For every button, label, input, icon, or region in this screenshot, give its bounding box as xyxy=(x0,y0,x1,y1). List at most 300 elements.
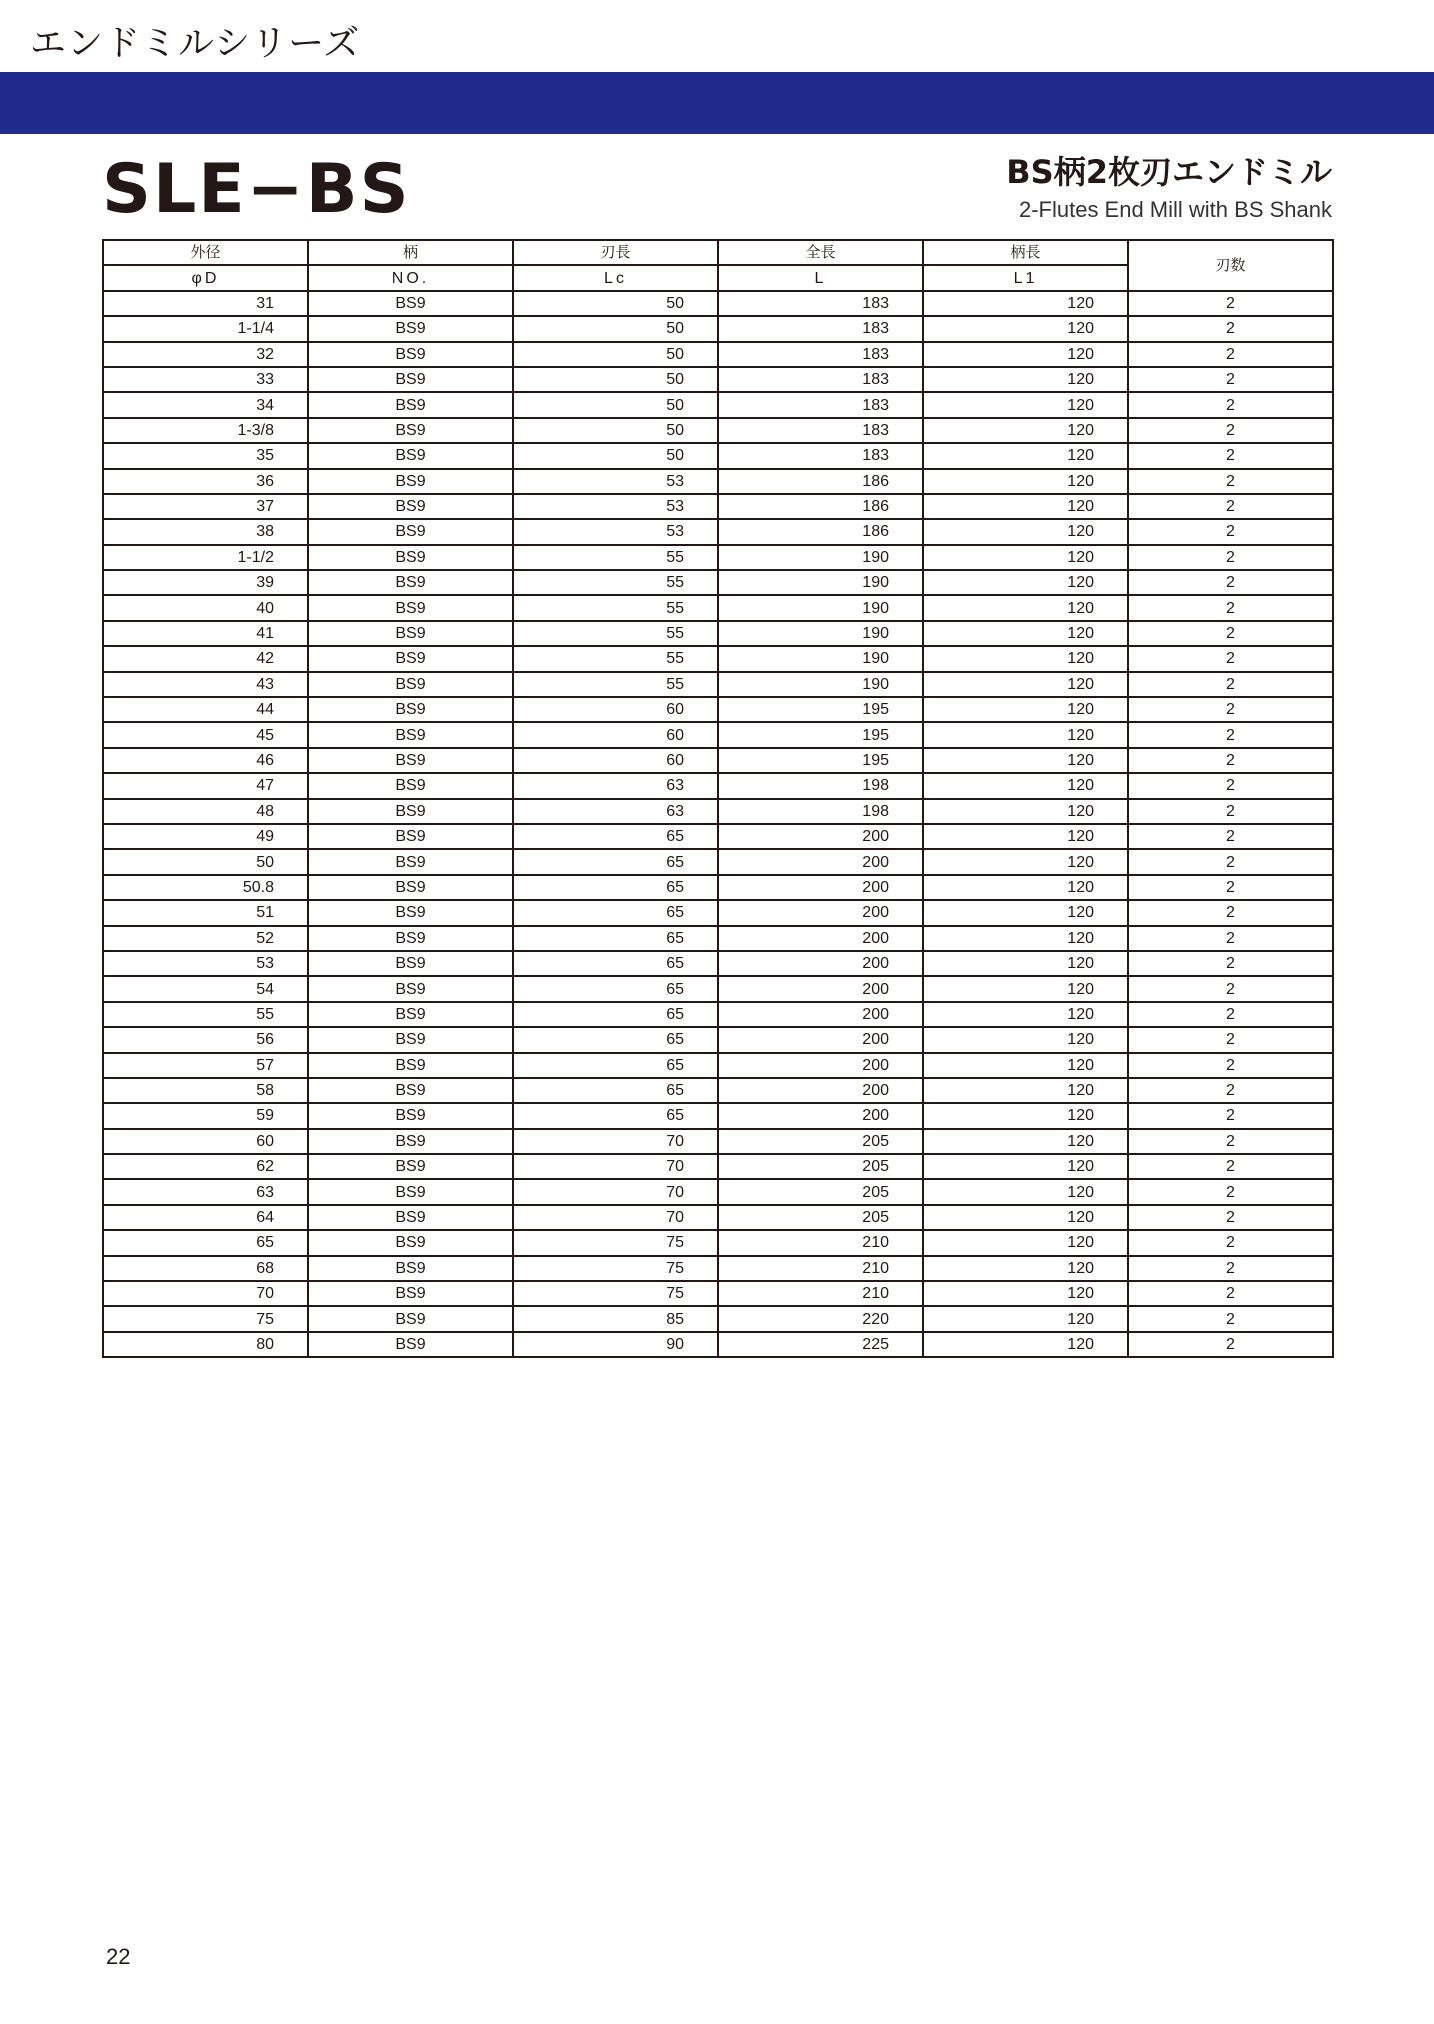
table-row xyxy=(103,1154,1333,1179)
cell-diameter: 62 xyxy=(103,1154,308,1179)
cell-flutes: 2 xyxy=(1128,1002,1333,1027)
header-shank: 柄 xyxy=(308,240,513,265)
table-row xyxy=(103,672,1333,697)
model-code: SLE−BS xyxy=(102,150,411,229)
cell-overall-length: 200 xyxy=(718,1002,923,1027)
cell-shank-length: 120 xyxy=(923,1230,1128,1255)
cell-diameter: 45 xyxy=(103,722,308,747)
table-row xyxy=(103,519,1333,544)
cell-diameter: 37 xyxy=(103,494,308,519)
cell-flute-length: 50 xyxy=(513,443,718,468)
cell-shank-length: 120 xyxy=(923,926,1128,951)
cell-shank-length: 120 xyxy=(923,849,1128,874)
table-row xyxy=(103,1230,1333,1255)
cell-shank-no: BS9 xyxy=(308,418,513,443)
cell-overall-length: 200 xyxy=(718,1103,923,1128)
header-shank-length: 柄長 xyxy=(923,240,1128,265)
header-flutes: 刃数 xyxy=(1128,240,1333,291)
cell-flute-length: 50 xyxy=(513,316,718,341)
cell-flutes: 2 xyxy=(1128,1053,1333,1078)
cell-shank-no: BS9 xyxy=(308,621,513,646)
cell-shank-no: BS9 xyxy=(308,443,513,468)
cell-flutes: 2 xyxy=(1128,1027,1333,1052)
cell-overall-length: 200 xyxy=(718,1053,923,1078)
cell-flute-length: 65 xyxy=(513,1027,718,1052)
cell-shank-no: BS9 xyxy=(308,1205,513,1230)
cell-flute-length: 50 xyxy=(513,342,718,367)
cell-flute-length: 65 xyxy=(513,849,718,874)
cell-flutes: 2 xyxy=(1128,1230,1333,1255)
cell-overall-length: 190 xyxy=(718,570,923,595)
cell-flute-length: 65 xyxy=(513,926,718,951)
cell-shank-no: BS9 xyxy=(308,392,513,417)
cell-flute-length: 50 xyxy=(513,392,718,417)
cell-diameter: 65 xyxy=(103,1230,308,1255)
cell-shank-no: BS9 xyxy=(308,672,513,697)
cell-diameter: 47 xyxy=(103,773,308,798)
cell-overall-length: 195 xyxy=(718,722,923,747)
table-row xyxy=(103,1306,1333,1331)
cell-diameter: 80 xyxy=(103,1332,308,1357)
cell-shank-length: 120 xyxy=(923,519,1128,544)
cell-shank-length: 120 xyxy=(923,1332,1128,1357)
cell-flutes: 2 xyxy=(1128,926,1333,951)
table-row xyxy=(103,1179,1333,1204)
cell-diameter: 32 xyxy=(103,342,308,367)
cell-flutes: 2 xyxy=(1128,595,1333,620)
table-row xyxy=(103,570,1333,595)
table-row xyxy=(103,976,1333,1001)
product-title-en: 2-Flutes End Mill with BS Shank xyxy=(1018,197,1332,222)
header-flute-length: 刃長 xyxy=(513,240,718,265)
cell-overall-length: 186 xyxy=(718,494,923,519)
cell-shank-no: BS9 xyxy=(308,799,513,824)
table-row xyxy=(103,1256,1333,1281)
cell-diameter: 57 xyxy=(103,1053,308,1078)
cell-overall-length: 205 xyxy=(718,1205,923,1230)
cell-flute-length: 63 xyxy=(513,773,718,798)
cell-flute-length: 55 xyxy=(513,545,718,570)
table-row xyxy=(103,824,1333,849)
cell-overall-length: 200 xyxy=(718,849,923,874)
cell-shank-length: 120 xyxy=(923,1306,1128,1331)
cell-shank-length: 120 xyxy=(923,367,1128,392)
cell-flutes: 2 xyxy=(1128,1256,1333,1281)
cell-flutes: 2 xyxy=(1128,799,1333,824)
cell-shank-no: BS9 xyxy=(308,469,513,494)
cell-flutes: 2 xyxy=(1128,646,1333,671)
cell-diameter: 33 xyxy=(103,367,308,392)
cell-overall-length: 205 xyxy=(718,1129,923,1154)
table-row xyxy=(103,900,1333,925)
cell-flute-length: 65 xyxy=(513,824,718,849)
cell-diameter: 75 xyxy=(103,1306,308,1331)
cell-shank-no: BS9 xyxy=(308,1002,513,1027)
header-symbol-d: φD xyxy=(103,265,308,290)
cell-shank-length: 120 xyxy=(923,773,1128,798)
cell-shank-no: BS9 xyxy=(308,824,513,849)
cell-flute-length: 70 xyxy=(513,1205,718,1230)
table-row xyxy=(103,748,1333,773)
cell-shank-no: BS9 xyxy=(308,545,513,570)
cell-shank-no: BS9 xyxy=(308,773,513,798)
cell-overall-length: 186 xyxy=(718,519,923,544)
cell-flutes: 2 xyxy=(1128,1078,1333,1103)
table-row xyxy=(103,316,1333,341)
table-row xyxy=(103,926,1333,951)
header-symbol-l1: L1 xyxy=(923,265,1128,290)
table-row xyxy=(103,621,1333,646)
cell-flute-length: 65 xyxy=(513,951,718,976)
cell-flute-length: 70 xyxy=(513,1179,718,1204)
cell-diameter: 50.8 xyxy=(103,875,308,900)
cell-shank-length: 120 xyxy=(923,621,1128,646)
cell-diameter: 36 xyxy=(103,469,308,494)
table-row xyxy=(103,494,1333,519)
cell-overall-length: 183 xyxy=(718,367,923,392)
cell-diameter: 49 xyxy=(103,824,308,849)
cell-flute-length: 55 xyxy=(513,570,718,595)
cell-diameter: 51 xyxy=(103,900,308,925)
cell-flute-length: 65 xyxy=(513,900,718,925)
cell-diameter: 64 xyxy=(103,1205,308,1230)
cell-flutes: 2 xyxy=(1128,443,1333,468)
table-row xyxy=(103,1078,1333,1103)
cell-diameter: 46 xyxy=(103,748,308,773)
cell-shank-length: 120 xyxy=(923,1027,1128,1052)
cell-flute-length: 75 xyxy=(513,1281,718,1306)
cell-overall-length: 190 xyxy=(718,672,923,697)
cell-flutes: 2 xyxy=(1128,976,1333,1001)
cell-flute-length: 53 xyxy=(513,519,718,544)
cell-overall-length: 210 xyxy=(718,1281,923,1306)
cell-shank-no: BS9 xyxy=(308,570,513,595)
cell-flute-length: 50 xyxy=(513,291,718,316)
cell-shank-length: 120 xyxy=(923,1179,1128,1204)
cell-overall-length: 190 xyxy=(718,595,923,620)
cell-shank-no: BS9 xyxy=(308,1053,513,1078)
series-title: エンドミルシリーズ xyxy=(30,23,361,64)
cell-shank-no: BS9 xyxy=(308,367,513,392)
cell-overall-length: 183 xyxy=(718,342,923,367)
cell-overall-length: 195 xyxy=(718,748,923,773)
cell-flute-length: 60 xyxy=(513,722,718,747)
cell-overall-length: 200 xyxy=(718,875,923,900)
cell-shank-no: BS9 xyxy=(308,1306,513,1331)
cell-shank-no: BS9 xyxy=(308,1230,513,1255)
cell-diameter: 56 xyxy=(103,1027,308,1052)
table-row xyxy=(103,1205,1333,1230)
cell-shank-no: BS9 xyxy=(308,900,513,925)
cell-shank-length: 120 xyxy=(923,748,1128,773)
cell-overall-length: 200 xyxy=(718,824,923,849)
cell-overall-length: 225 xyxy=(718,1332,923,1357)
cell-diameter: 1-1/4 xyxy=(103,316,308,341)
cell-shank-length: 120 xyxy=(923,1002,1128,1027)
cell-diameter: 42 xyxy=(103,646,308,671)
cell-flutes: 2 xyxy=(1128,545,1333,570)
table-row xyxy=(103,443,1333,468)
cell-flutes: 2 xyxy=(1128,291,1333,316)
cell-flute-length: 53 xyxy=(513,494,718,519)
cell-overall-length: 210 xyxy=(718,1230,923,1255)
cell-diameter: 43 xyxy=(103,672,308,697)
cell-flute-length: 55 xyxy=(513,672,718,697)
cell-shank-length: 120 xyxy=(923,1256,1128,1281)
cell-flutes: 2 xyxy=(1128,1179,1333,1204)
page-number: 22 xyxy=(106,1944,131,1969)
cell-shank-no: BS9 xyxy=(308,291,513,316)
cell-flutes: 2 xyxy=(1128,1154,1333,1179)
cell-shank-length: 120 xyxy=(923,900,1128,925)
table-row xyxy=(103,367,1333,392)
cell-flutes: 2 xyxy=(1128,1306,1333,1331)
table-row xyxy=(103,1332,1333,1357)
cell-flute-length: 55 xyxy=(513,621,718,646)
cell-diameter: 50 xyxy=(103,849,308,874)
cell-shank-length: 120 xyxy=(923,976,1128,1001)
cell-overall-length: 186 xyxy=(718,469,923,494)
cell-diameter: 55 xyxy=(103,1002,308,1027)
cell-overall-length: 183 xyxy=(718,418,923,443)
cell-flutes: 2 xyxy=(1128,849,1333,874)
cell-flute-length: 65 xyxy=(513,875,718,900)
cell-overall-length: 183 xyxy=(718,392,923,417)
cell-shank-no: BS9 xyxy=(308,494,513,519)
cell-shank-length: 120 xyxy=(923,443,1128,468)
cell-shank-length: 120 xyxy=(923,342,1128,367)
cell-overall-length: 210 xyxy=(718,1256,923,1281)
cell-overall-length: 198 xyxy=(718,773,923,798)
table-row xyxy=(103,646,1333,671)
table-row xyxy=(103,418,1333,443)
cell-shank-length: 120 xyxy=(923,316,1128,341)
cell-shank-length: 120 xyxy=(923,951,1128,976)
table-row xyxy=(103,1281,1333,1306)
table-row xyxy=(103,1103,1333,1128)
table-row xyxy=(103,722,1333,747)
table-row xyxy=(103,1053,1333,1078)
cell-flute-length: 65 xyxy=(513,1053,718,1078)
cell-flutes: 2 xyxy=(1128,621,1333,646)
cell-shank-length: 120 xyxy=(923,291,1128,316)
cell-flutes: 2 xyxy=(1128,316,1333,341)
cell-diameter: 70 xyxy=(103,1281,308,1306)
cell-flute-length: 65 xyxy=(513,1103,718,1128)
cell-overall-length: 183 xyxy=(718,443,923,468)
table-row xyxy=(103,291,1333,316)
cell-flute-length: 50 xyxy=(513,367,718,392)
cell-flute-length: 50 xyxy=(513,418,718,443)
cell-shank-length: 120 xyxy=(923,646,1128,671)
table-row xyxy=(103,849,1333,874)
cell-shank-length: 120 xyxy=(923,392,1128,417)
table-row xyxy=(103,697,1333,722)
cell-diameter: 60 xyxy=(103,1129,308,1154)
cell-flutes: 2 xyxy=(1128,1332,1333,1357)
cell-overall-length: 190 xyxy=(718,646,923,671)
cell-diameter: 1-3/8 xyxy=(103,418,308,443)
cell-overall-length: 200 xyxy=(718,1027,923,1052)
cell-flute-length: 90 xyxy=(513,1332,718,1357)
cell-diameter: 35 xyxy=(103,443,308,468)
cell-flute-length: 65 xyxy=(513,1078,718,1103)
cell-shank-length: 120 xyxy=(923,570,1128,595)
cell-shank-length: 120 xyxy=(923,697,1128,722)
cell-shank-length: 120 xyxy=(923,672,1128,697)
cell-shank-no: BS9 xyxy=(308,849,513,874)
cell-flute-length: 65 xyxy=(513,1002,718,1027)
cell-flute-length: 53 xyxy=(513,469,718,494)
cell-shank-no: BS9 xyxy=(308,722,513,747)
cell-flutes: 2 xyxy=(1128,672,1333,697)
table-row xyxy=(103,875,1333,900)
cell-flutes: 2 xyxy=(1128,570,1333,595)
cell-flute-length: 75 xyxy=(513,1256,718,1281)
table-row xyxy=(103,469,1333,494)
cell-overall-length: 195 xyxy=(718,697,923,722)
cell-flute-length: 85 xyxy=(513,1306,718,1331)
header-outer-diameter: 外径 xyxy=(103,240,308,265)
cell-flutes: 2 xyxy=(1128,951,1333,976)
cell-flutes: 2 xyxy=(1128,722,1333,747)
cell-flutes: 2 xyxy=(1128,773,1333,798)
cell-shank-length: 120 xyxy=(923,1205,1128,1230)
cell-flutes: 2 xyxy=(1128,1129,1333,1154)
cell-shank-no: BS9 xyxy=(308,1027,513,1052)
cell-flutes: 2 xyxy=(1128,392,1333,417)
cell-flute-length: 55 xyxy=(513,595,718,620)
cell-flutes: 2 xyxy=(1128,875,1333,900)
cell-diameter: 68 xyxy=(103,1256,308,1281)
cell-diameter: 1-1/2 xyxy=(103,545,308,570)
cell-diameter: 31 xyxy=(103,291,308,316)
cell-shank-length: 120 xyxy=(923,1053,1128,1078)
cell-shank-no: BS9 xyxy=(308,976,513,1001)
cell-flutes: 2 xyxy=(1128,519,1333,544)
cell-shank-length: 120 xyxy=(923,1078,1128,1103)
cell-flutes: 2 xyxy=(1128,697,1333,722)
cell-flutes: 2 xyxy=(1128,1281,1333,1306)
cell-shank-no: BS9 xyxy=(308,875,513,900)
cell-shank-length: 120 xyxy=(923,595,1128,620)
cell-overall-length: 200 xyxy=(718,951,923,976)
table-row xyxy=(103,1027,1333,1052)
table-row xyxy=(103,1002,1333,1027)
cell-overall-length: 205 xyxy=(718,1179,923,1204)
cell-shank-length: 120 xyxy=(923,722,1128,747)
header-symbol-lc: Lc xyxy=(513,265,718,290)
cell-shank-no: BS9 xyxy=(308,595,513,620)
cell-overall-length: 200 xyxy=(718,1078,923,1103)
cell-overall-length: 183 xyxy=(718,316,923,341)
header-band xyxy=(0,72,1434,134)
cell-flutes: 2 xyxy=(1128,367,1333,392)
cell-overall-length: 190 xyxy=(718,545,923,570)
table-row xyxy=(103,951,1333,976)
header-symbol-no: NO. xyxy=(308,265,513,290)
cell-shank-no: BS9 xyxy=(308,1256,513,1281)
cell-shank-no: BS9 xyxy=(308,1179,513,1204)
cell-shank-no: BS9 xyxy=(308,1281,513,1306)
cell-diameter: 53 xyxy=(103,951,308,976)
table-row xyxy=(103,595,1333,620)
cell-shank-length: 120 xyxy=(923,494,1128,519)
cell-shank-no: BS9 xyxy=(308,926,513,951)
header-row-labels xyxy=(103,240,1333,265)
cell-flutes: 2 xyxy=(1128,748,1333,773)
cell-shank-no: BS9 xyxy=(308,646,513,671)
spec-table-body xyxy=(103,291,1333,1357)
cell-shank-no: BS9 xyxy=(308,316,513,341)
cell-overall-length: 200 xyxy=(718,976,923,1001)
cell-flutes: 2 xyxy=(1128,469,1333,494)
cell-diameter: 58 xyxy=(103,1078,308,1103)
cell-flutes: 2 xyxy=(1128,418,1333,443)
cell-overall-length: 200 xyxy=(718,900,923,925)
cell-flutes: 2 xyxy=(1128,900,1333,925)
cell-diameter: 52 xyxy=(103,926,308,951)
cell-diameter: 34 xyxy=(103,392,308,417)
cell-flutes: 2 xyxy=(1128,494,1333,519)
cell-diameter: 54 xyxy=(103,976,308,1001)
cell-diameter: 40 xyxy=(103,595,308,620)
cell-shank-length: 120 xyxy=(923,799,1128,824)
cell-overall-length: 183 xyxy=(718,291,923,316)
cell-shank-no: BS9 xyxy=(308,1078,513,1103)
table-row xyxy=(103,1129,1333,1154)
cell-flutes: 2 xyxy=(1128,1103,1333,1128)
cell-shank-length: 120 xyxy=(923,1154,1128,1179)
cell-shank-length: 120 xyxy=(923,1281,1128,1306)
cell-shank-length: 120 xyxy=(923,469,1128,494)
table-row xyxy=(103,545,1333,570)
cell-shank-no: BS9 xyxy=(308,1103,513,1128)
cell-diameter: 48 xyxy=(103,799,308,824)
cell-overall-length: 198 xyxy=(718,799,923,824)
cell-shank-length: 120 xyxy=(923,1129,1128,1154)
cell-diameter: 44 xyxy=(103,697,308,722)
cell-diameter: 41 xyxy=(103,621,308,646)
cell-diameter: 39 xyxy=(103,570,308,595)
table-row xyxy=(103,392,1333,417)
cell-shank-no: BS9 xyxy=(308,1129,513,1154)
cell-diameter: 63 xyxy=(103,1179,308,1204)
cell-shank-no: BS9 xyxy=(308,1154,513,1179)
product-title-jp: BS柄2枚刃エンドミル xyxy=(1006,153,1332,191)
cell-shank-length: 120 xyxy=(923,1103,1128,1128)
cell-flutes: 2 xyxy=(1128,1205,1333,1230)
cell-flute-length: 65 xyxy=(513,976,718,1001)
cell-flutes: 2 xyxy=(1128,824,1333,849)
cell-flute-length: 55 xyxy=(513,646,718,671)
table-row xyxy=(103,799,1333,824)
table-row xyxy=(103,773,1333,798)
cell-flute-length: 70 xyxy=(513,1129,718,1154)
cell-shank-length: 120 xyxy=(923,545,1128,570)
cell-shank-no: BS9 xyxy=(308,519,513,544)
cell-diameter: 59 xyxy=(103,1103,308,1128)
cell-shank-length: 120 xyxy=(923,875,1128,900)
cell-overall-length: 190 xyxy=(718,621,923,646)
header-overall-length: 全長 xyxy=(718,240,923,265)
spec-table xyxy=(102,239,1334,1358)
cell-shank-no: BS9 xyxy=(308,1332,513,1357)
cell-overall-length: 220 xyxy=(718,1306,923,1331)
cell-overall-length: 205 xyxy=(718,1154,923,1179)
cell-flute-length: 75 xyxy=(513,1230,718,1255)
cell-diameter: 38 xyxy=(103,519,308,544)
